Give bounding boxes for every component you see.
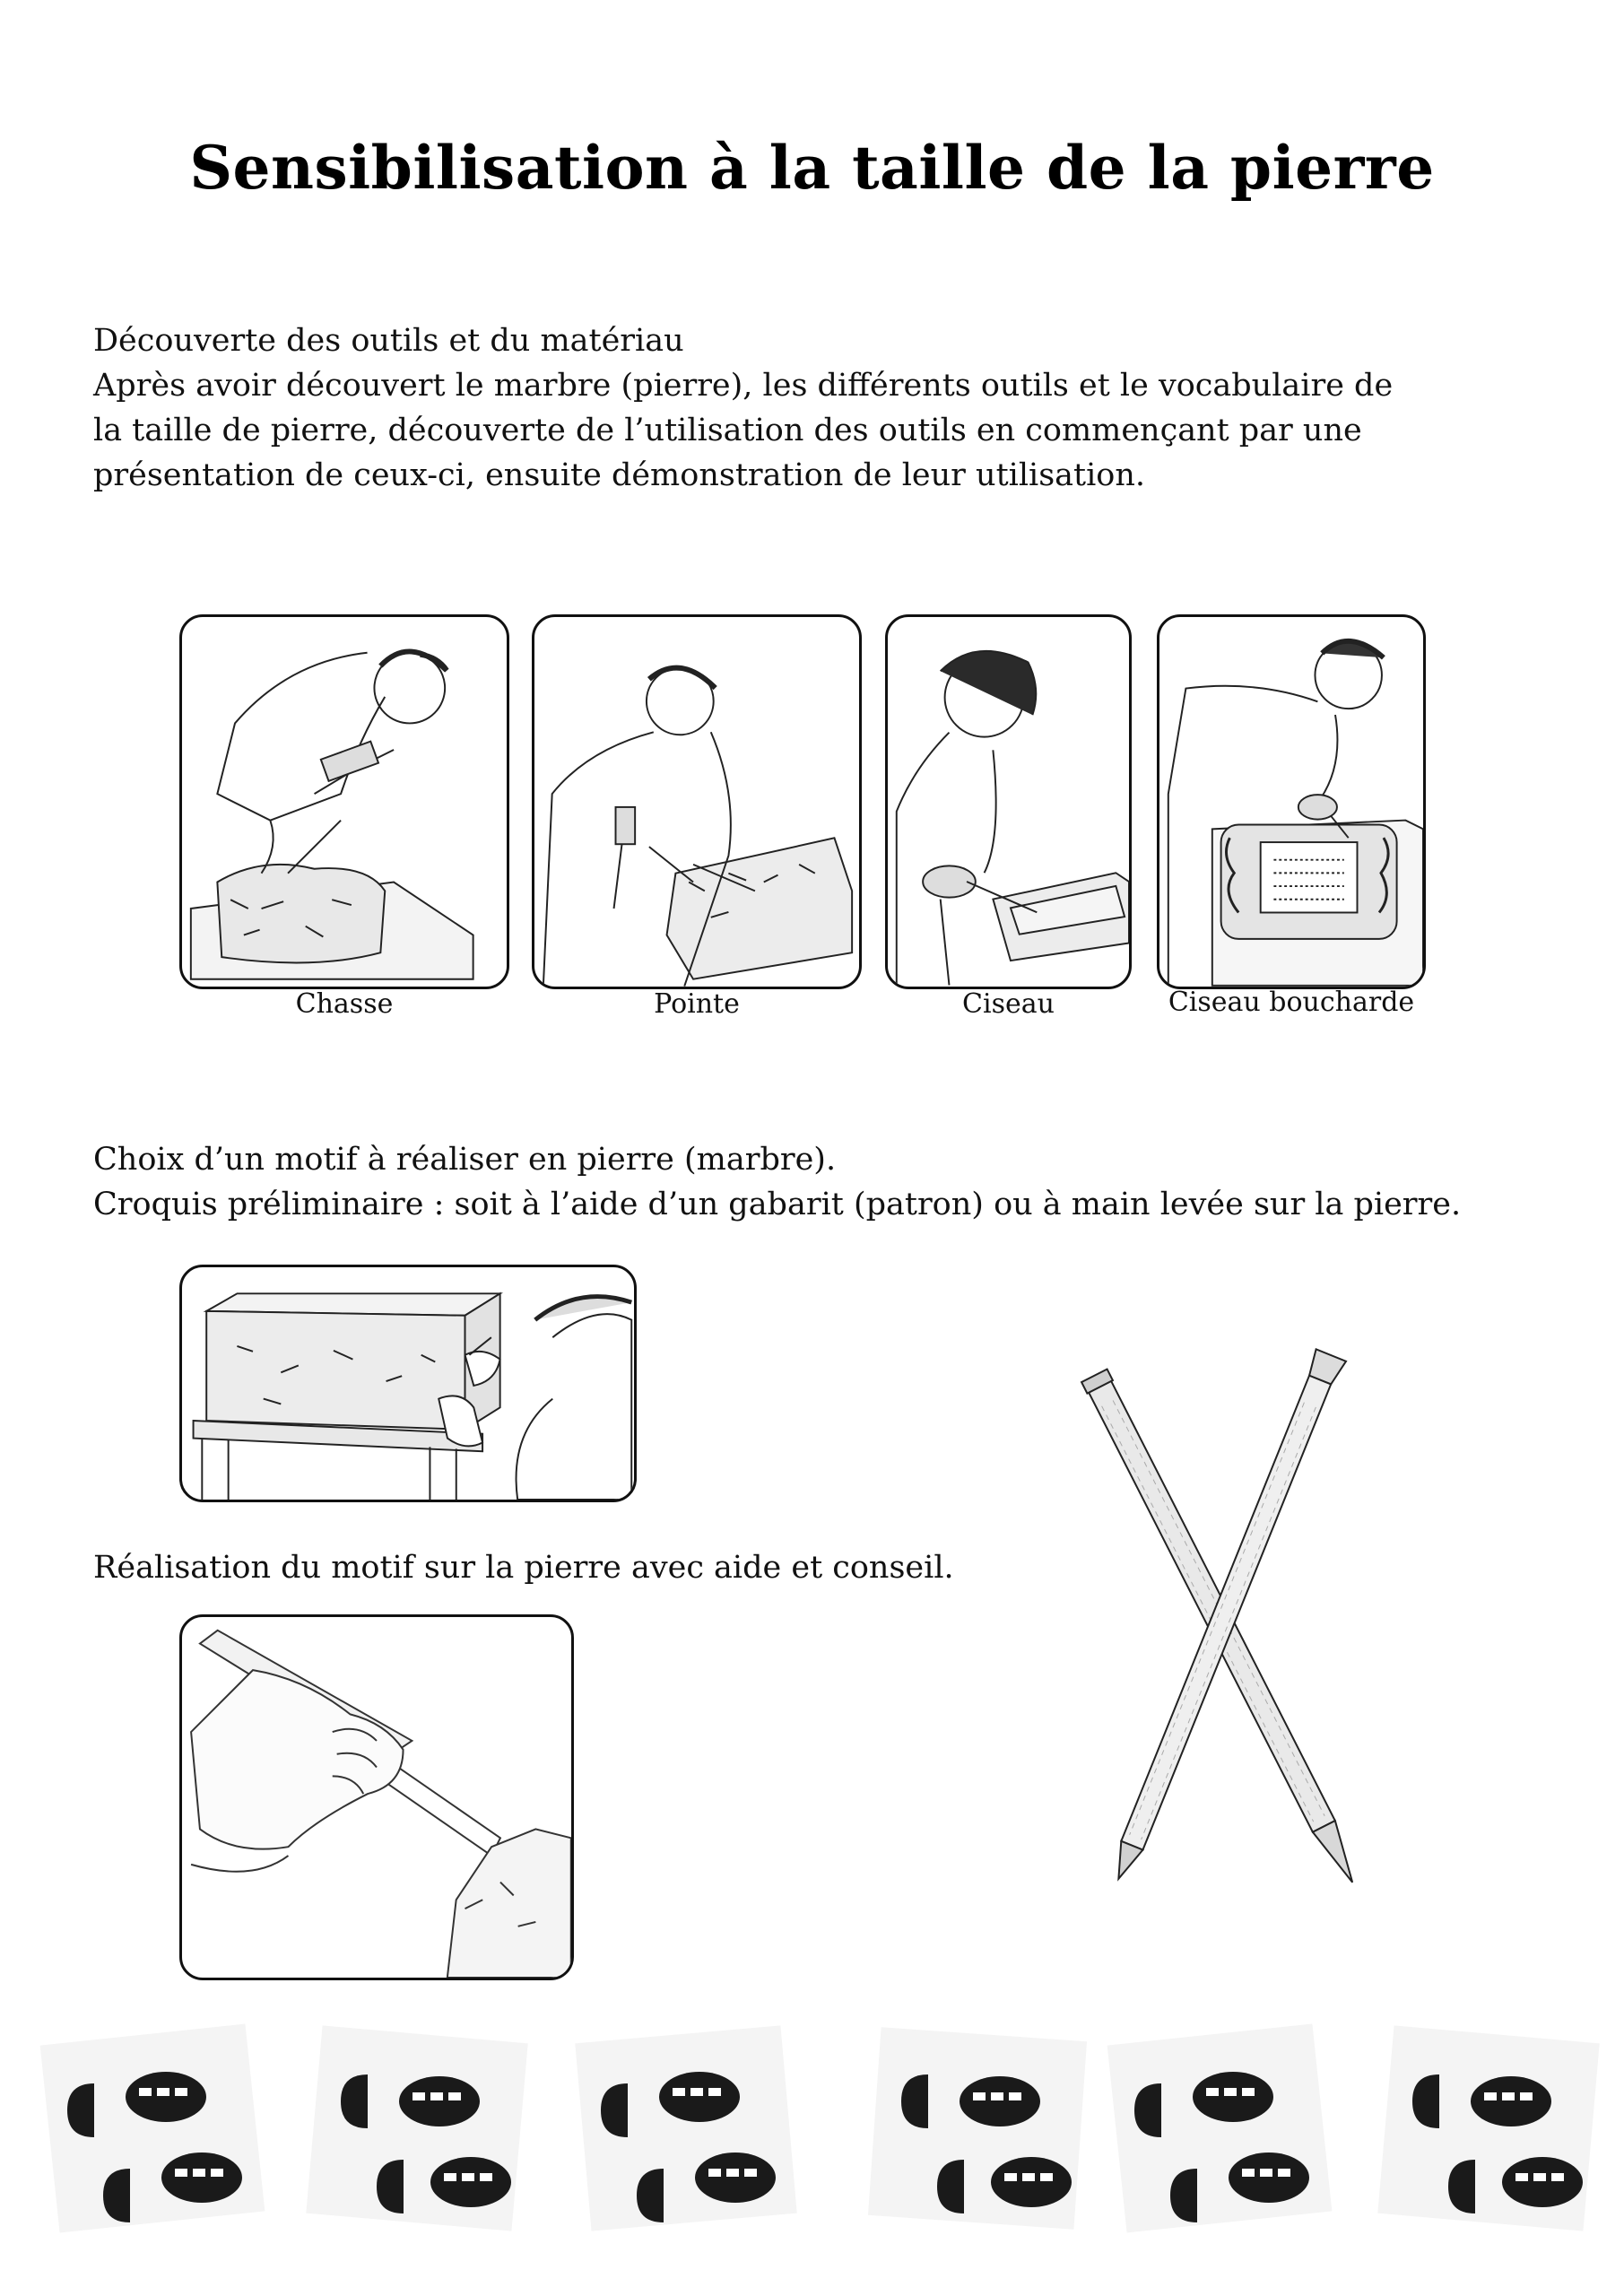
footprints-tile: [305, 2025, 529, 2231]
footprints-tile: [40, 2025, 265, 2231]
illustration-croquis: [179, 1265, 637, 1502]
stone-carver-sketch-icon: [182, 1267, 634, 1500]
stone-carver-sketch-icon: [534, 617, 859, 987]
stone-carver-sketch-icon: [182, 1617, 571, 1978]
footprints-tile: [865, 2025, 1090, 2231]
footprints-tile: [574, 2025, 798, 2231]
stone-carver-sketch-icon: [182, 617, 507, 987]
illustration-realisation: [179, 1614, 574, 1980]
stone-carver-sketch-icon: [888, 617, 1129, 987]
intro-line: la taille de pierre, découverte de l’utilisation des outils en commençant par une: [93, 413, 1362, 448]
illustration-ciseau: [885, 614, 1132, 989]
intro-line: Après avoir découvert le marbre (pierre), les différents outils et le vocabulaire de: [93, 368, 1394, 404]
caption-pointe: Pointe: [654, 988, 740, 1020]
intro-line: présentation de ceux-ci, ensuite démonstration de leur utilisation.: [93, 457, 1146, 493]
footprints-icon: [305, 2025, 529, 2231]
illustration-ciseau-boucharde: [1157, 614, 1426, 989]
footprints-icon: [40, 2025, 265, 2231]
footprints-icon: [1376, 2025, 1601, 2231]
intro-line: Découverte des outils et du matériau: [93, 323, 684, 359]
page-title: Sensibilisation à la taille de la pierre: [189, 133, 1435, 203]
footprints-icon: [574, 2025, 798, 2231]
footprints-tile: [1376, 2025, 1601, 2231]
realisation-paragraph: [93, 1545, 954, 1590]
footprints-tile: [1107, 2025, 1332, 2231]
footprints-icon: [1107, 2025, 1332, 2231]
stone-carver-sketch-icon: [1159, 617, 1423, 987]
caption-ciseau: Ciseau: [962, 988, 1055, 1020]
motif-line: Croquis préliminaire : soit à l’aide d’un gabarit (patron) ou à main levée sur la pierre.: [93, 1187, 1462, 1222]
illustration-pointe: [532, 614, 862, 989]
illustration-chasse: [179, 614, 509, 989]
intro-paragraph: [93, 318, 1393, 498]
crossed-chisels-icon: [1049, 1336, 1408, 1910]
realisation-line: Réalisation du motif sur la pierre avec aide et conseil.: [93, 1550, 954, 1586]
caption-chasse: Chasse: [295, 988, 394, 1020]
motif-line: Choix d’un motif à réaliser en pierre (marbre).: [93, 1142, 837, 1178]
crossed-chisels-illustration: [1049, 1336, 1408, 1910]
motif-paragraph: [93, 1137, 1461, 1227]
footprints-icon: [865, 2025, 1090, 2231]
caption-ciseau-boucharde: Ciseau boucharde: [1168, 987, 1415, 1018]
